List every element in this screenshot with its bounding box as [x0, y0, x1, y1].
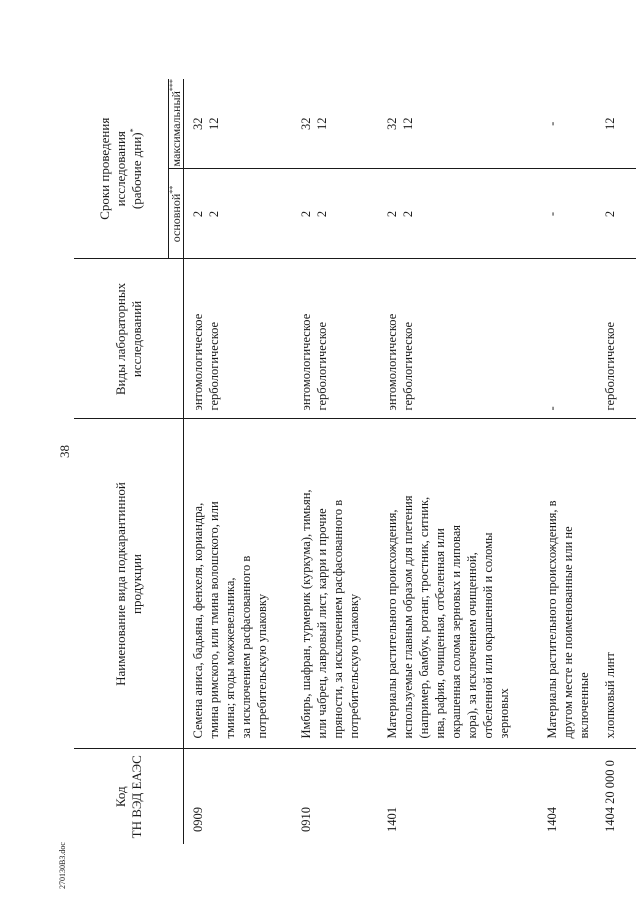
- cell-name-line: ива, рафия, очищенная, отбеленная или: [432, 528, 447, 739]
- cell-base-days-line: 2: [314, 210, 329, 218]
- header-max: максимальный***: [169, 79, 184, 169]
- cell-lab-type: [184, 259, 292, 419]
- cell-lab-type-line: энтомологическое: [191, 313, 205, 411]
- cell-lab-type-line: гербологическое: [602, 321, 617, 411]
- table-row: [292, 79, 378, 844]
- header-lab-type: Виды лабораторных исследований: [74, 259, 184, 419]
- cell-name-line: Имбирь, шафран, турмерик (куркума), тимьян,: [298, 489, 313, 739]
- cell-base-days-line: 2: [384, 210, 399, 218]
- table-row: [378, 79, 538, 844]
- cell-base-days-line: 2: [191, 210, 205, 218]
- cell-lab-type-line: гербологическое: [314, 321, 329, 411]
- cell-name-line: хлопковый линт: [602, 652, 617, 739]
- cell-name: [378, 419, 538, 749]
- cell-name: [596, 419, 636, 749]
- cell-lab-type: [596, 259, 636, 419]
- table-body: [184, 79, 636, 844]
- cell-name-line: пряности, за исключением расфасованного в: [330, 499, 345, 739]
- cell-max-days-line: -: [544, 121, 559, 126]
- page-number: 38: [57, 445, 72, 458]
- header-base: основной**: [169, 169, 184, 259]
- cell-max-days-line: 32: [384, 117, 399, 130]
- cell-name-line: другом месте не поименованные или не: [560, 526, 575, 739]
- cell-base-days: [596, 169, 636, 259]
- cell-name-line: тмина римского, или тмина волошского, или: [207, 501, 221, 739]
- cell-name: [538, 419, 596, 749]
- cell-base-days-line: 2: [298, 210, 313, 218]
- header-code: Код ТН ВЭД ЕАЭС: [112, 755, 144, 839]
- table-row: [596, 79, 636, 844]
- cell-name-line: потребительскую упаковку: [346, 593, 361, 739]
- cell-name: [184, 419, 292, 749]
- cell-name: [292, 419, 378, 749]
- cell-code: 0909: [184, 749, 292, 844]
- cell-code: 1401: [378, 749, 538, 844]
- cell-name-line: Материалы растительного происхождения, в: [544, 500, 559, 739]
- cell-name-line: Материалы растительного происхождения,: [384, 509, 399, 739]
- cell-base-days: [538, 169, 596, 259]
- cell-lab-type-line: энтомологическое: [298, 313, 313, 411]
- cell-max-days-line: 12: [314, 117, 329, 130]
- cell-name-line: используемые главным образом для плетения: [400, 495, 415, 739]
- cell-code: 0910: [292, 749, 378, 844]
- cell-max-days-line: 32: [191, 117, 205, 130]
- cell-lab-type-line: гербологическое: [207, 321, 221, 411]
- cell-base-days: [184, 169, 292, 259]
- cell-name-line: зерновых: [496, 688, 511, 739]
- cell-name-line: (например, бамбук, ротанг, тростник, ситник,: [416, 496, 431, 739]
- cell-name-line: или чабрец, лавровый лист, карри и прочие: [314, 508, 329, 739]
- cell-max-days: [538, 79, 596, 169]
- table-row: [184, 79, 292, 844]
- cell-max-days: [378, 79, 538, 169]
- cell-name-line: кора), за исключением очищенной,: [464, 552, 479, 739]
- table-header: [74, 79, 184, 844]
- cell-base-days: [378, 169, 538, 259]
- cell-name-line: включенные: [576, 672, 591, 739]
- cell-max-days-line: 32: [298, 117, 313, 130]
- cell-lab-type-line: -: [544, 406, 559, 411]
- cell-name-line: Семена аниса, бадьяна, фенхеля, кориандра,: [191, 502, 205, 739]
- cell-max-days-line: 12: [207, 117, 221, 130]
- cell-code: 1404: [538, 749, 596, 844]
- cell-name-line: отбеленной или окрашенной и соломы: [480, 532, 495, 739]
- cell-lab-type: [292, 259, 378, 419]
- cell-base-days-line: -: [544, 211, 559, 217]
- table-row: [538, 79, 596, 844]
- cell-name-line: потребительскую упаковку: [255, 593, 269, 739]
- cell-max-days: [596, 79, 636, 169]
- cell-max-days: [184, 79, 292, 169]
- cell-lab-type: [538, 259, 596, 419]
- cell-max-days-line: 12: [602, 117, 617, 130]
- cell-max-days: [292, 79, 378, 169]
- cell-name-line: окрашенная солома зерновых и липовая: [448, 524, 463, 739]
- cell-lab-type-line: гербологическое: [400, 321, 415, 411]
- cell-lab-type-line: энтомологическое: [384, 313, 399, 411]
- cell-name-line: за исключением расфасованного в: [239, 555, 253, 739]
- header-name: Наименование вида подкарантинной продукции: [74, 419, 184, 749]
- cell-lab-type: [378, 259, 538, 419]
- document-reference: 270130ВЗ.doc: [58, 842, 67, 889]
- cell-base-days-line: 2: [207, 210, 221, 218]
- cell-base-days: [292, 169, 378, 259]
- cell-code: 1404 20 000 0: [596, 749, 636, 844]
- cell-name-line: тмина; ягоды можжевельника,: [223, 577, 237, 739]
- cell-base-days-line: 2: [602, 210, 617, 218]
- cell-base-days-line: 2: [400, 210, 415, 218]
- rotated-table-container: [74, 79, 617, 844]
- quarantine-products-table: [74, 79, 636, 844]
- cell-max-days-line: 12: [400, 117, 415, 130]
- header-terms: Сроки проведения исследования (рабочие дни)*: [74, 79, 169, 259]
